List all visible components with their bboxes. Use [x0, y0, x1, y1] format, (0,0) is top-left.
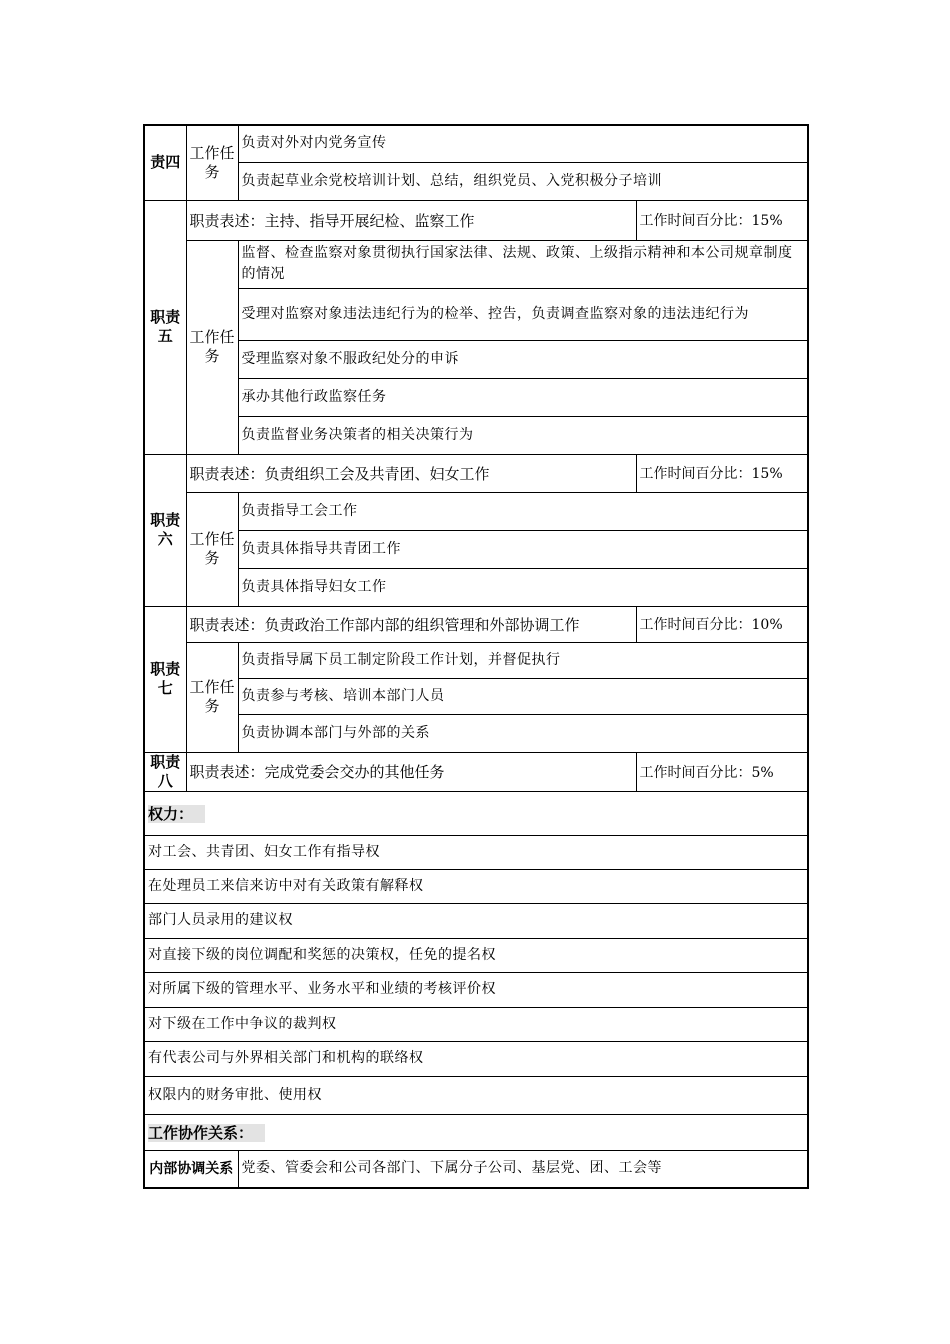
duty6-task-row: [144, 568, 808, 606]
authority-row: [144, 1076, 808, 1114]
authority-item-1: 对工会、共青团、妇女工作有指导权: [144, 835, 808, 869]
duty7-task-row: [144, 642, 808, 678]
authority-row: [144, 938, 808, 972]
duty5-task-3: 受理监察对象不服政纪处分的申诉: [238, 340, 808, 378]
duty7-task-row: [144, 714, 808, 752]
duty5-task-label: 工作任务: [186, 240, 238, 454]
authority-item-6: 对下级在工作中争议的裁判权: [144, 1007, 808, 1041]
duty7-task-2: 负责参与考核、培训本部门人员: [238, 678, 808, 714]
duty6-task-1: 负责指导工会工作: [238, 492, 808, 530]
duty8-statement-row: [144, 752, 808, 791]
duty6-statement-row: [144, 454, 808, 492]
duty5-task-2: 受理对监察对象违法违纪行为的检举、控告，负责调查监察对象的违法违纪行为: [238, 288, 808, 340]
duty5-task-1: 监督、检查监察对象贯彻执行国家法律、法规、政策、上级指示精神和本公司规章制度的情况: [238, 240, 808, 288]
authority-title: 权力：: [144, 791, 808, 835]
duty6-task-2: 负责具体指导共青团工作: [238, 530, 808, 568]
duty4-task-2: 负责起草业余党校培训计划、总结，组织党员、入党积极分子培训: [238, 162, 808, 200]
job-description-table: [143, 124, 809, 1189]
internal-coordination-row: [144, 1150, 808, 1188]
authority-item-5: 对所属下级的管理水平、业务水平和业绩的考核评价权: [144, 972, 808, 1007]
authority-item-7: 有代表公司与外界相关部门和机构的联络权: [144, 1041, 808, 1076]
duty7-task-3: 负责协调本部门与外部的关系: [238, 714, 808, 752]
duty5-statement-row: [144, 200, 808, 240]
duty4-label: 责四: [144, 125, 186, 200]
duty7-task-1: 负责指导属下员工制定阶段工作计划，并督促执行: [238, 642, 808, 678]
authority-item-2: 在处理员工来信来访中对有关政策有解释权: [144, 869, 808, 903]
authority-row: [144, 972, 808, 1007]
duty5-statement: 职责表述：主持、指导开展纪检、监察工作: [186, 200, 636, 240]
duty7-task-row: [144, 678, 808, 714]
duty5-label: 职责五: [144, 200, 186, 454]
duty6-time-percent: 工作时间百分比：15%: [636, 454, 808, 492]
duty7-task-label: 工作任务: [186, 642, 238, 752]
duty6-statement: 职责表述：负责组织工会及共青团、妇女工作: [186, 454, 636, 492]
duty4-task-1: 负责对外对内党务宣传: [238, 125, 808, 162]
duty8-time-percent: 工作时间百分比：5%: [636, 752, 808, 791]
authority-row: [144, 903, 808, 938]
duty7-time-percent: 工作时间百分比：10%: [636, 606, 808, 642]
duty6-task-row: [144, 492, 808, 530]
duty8-statement: 职责表述：完成党委会交办的其他任务: [186, 752, 636, 791]
duty5-task-row: [144, 340, 808, 378]
internal-coordination-label: 内部协调关系: [144, 1150, 238, 1188]
authority-row: [144, 1041, 808, 1076]
authority-item-8: 权限内的财务审批、使用权: [144, 1076, 808, 1114]
duty6-task-label: 工作任务: [186, 492, 238, 606]
authority-item-3: 部门人员录用的建议权: [144, 903, 808, 938]
duty5-task-row: [144, 416, 808, 454]
collaboration-header-row: [144, 1114, 808, 1150]
authority-row: [144, 1007, 808, 1041]
duty5-task-5: 负责监督业务决策者的相关决策行为: [238, 416, 808, 454]
duty6-task-row: [144, 530, 808, 568]
duty4-task-label: 工作任务: [186, 125, 238, 200]
authority-header-row: [144, 791, 808, 835]
duty7-statement-row: [144, 606, 808, 642]
duty8-label: 职责八: [144, 752, 186, 791]
duty4-task-row: [144, 162, 808, 200]
duty7-label: 职责七: [144, 606, 186, 752]
duty6-task-3: 负责具体指导妇女工作: [238, 568, 808, 606]
duty5-task-row: [144, 378, 808, 416]
authority-item-4: 对直接下级的岗位调配和奖惩的决策权，任免的提名权: [144, 938, 808, 972]
duty5-time-percent: 工作时间百分比：15%: [636, 200, 808, 240]
duty7-statement: 职责表述：负责政治工作部内部的组织管理和外部协调工作: [186, 606, 636, 642]
duty5-task-4: 承办其他行政监察任务: [238, 378, 808, 416]
internal-coordination-value: 党委、管委会和公司各部门、下属分子公司、基层党、团、工会等: [238, 1150, 808, 1188]
authority-row: [144, 835, 808, 869]
collaboration-title: 工作协作关系：: [144, 1114, 808, 1150]
duty6-label: 职责六: [144, 454, 186, 606]
duty4-task-row: [144, 125, 808, 162]
duty5-task-row: [144, 240, 808, 288]
authority-row: [144, 869, 808, 903]
duty5-task-row: [144, 288, 808, 340]
